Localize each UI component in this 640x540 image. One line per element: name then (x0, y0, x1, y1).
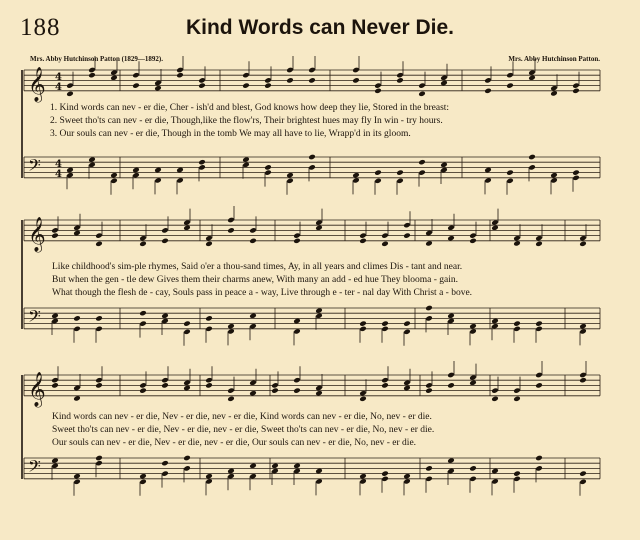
notehead (579, 470, 587, 476)
notehead (161, 382, 169, 388)
notehead (271, 387, 279, 393)
notehead (484, 88, 492, 94)
notehead (51, 382, 59, 388)
system3-verse1: Kind words can nev - er die, Nev - er die, nev - er die, Kind words can nev - er die, No, nev - er die. (52, 412, 432, 422)
notehead (286, 77, 294, 83)
notehead (352, 77, 360, 83)
bass-clef-icon: 𝄢 (28, 455, 41, 480)
treble-clef-icon: 𝄞 (28, 66, 46, 102)
system2-verse1: Like childhood's sim-ple rhymes, Said o'er a thou-sand times, Ay, in all years and climes Dis - tant and near. (52, 262, 463, 272)
notehead (198, 82, 206, 88)
notehead (535, 455, 543, 461)
notehead (359, 396, 367, 402)
notehead (264, 164, 272, 170)
notehead (308, 77, 316, 83)
notehead (572, 88, 580, 94)
notehead (381, 382, 389, 388)
notehead (132, 82, 140, 88)
staff-3 (24, 217, 600, 253)
notehead (579, 377, 587, 383)
notehead (403, 232, 411, 238)
time-signature: 4 (55, 169, 62, 180)
bass-clef-icon: 𝄢 (28, 154, 41, 179)
staff-5 (24, 372, 600, 408)
notehead (205, 241, 213, 247)
notehead (205, 382, 213, 388)
notehead (95, 455, 103, 461)
notehead (139, 387, 147, 393)
notehead (242, 82, 250, 88)
staff-4 (24, 306, 600, 330)
system3-verse3: Our souls can nev - er die, Nev - er die, nev - er die, Our souls can nev - er die, No, nev - er die. (52, 438, 417, 448)
notehead (381, 241, 389, 247)
notehead (535, 320, 543, 326)
notehead (249, 238, 257, 244)
notehead (528, 154, 536, 160)
notehead (161, 238, 169, 244)
notehead (293, 387, 301, 393)
notehead (513, 396, 521, 402)
time-signature: 4 (55, 159, 62, 170)
system1-verse2: 2. Sweet tho'ts can nev - er die, Though,like the flow'rs, Their brightest hues may fly In win - try hours. (50, 116, 443, 126)
notehead (396, 169, 404, 175)
hymn-title: Kind Words can Never Die. (185, 16, 455, 39)
notehead (73, 315, 81, 321)
system1-verse3: 3. Our souls can nev - er die, Though in the tomb We may all have to lie, Wrapp'd in its gloom. (50, 129, 411, 139)
notehead (359, 320, 367, 326)
notehead (418, 159, 426, 165)
notehead (198, 159, 206, 165)
notehead (66, 91, 74, 97)
notehead (95, 241, 103, 247)
treble-clef-icon: 𝄞 (28, 371, 46, 407)
notehead (403, 320, 411, 326)
notehead (469, 465, 477, 471)
staff-6 (24, 456, 600, 480)
notehead (139, 310, 147, 316)
notehead (183, 455, 191, 461)
notehead (359, 238, 367, 244)
notehead (205, 315, 213, 321)
notehead (95, 315, 103, 321)
notehead (374, 88, 382, 94)
notehead (161, 460, 169, 466)
notehead (535, 382, 543, 388)
notehead (381, 320, 389, 326)
notehead (469, 238, 477, 244)
notehead (491, 396, 499, 402)
notehead (513, 470, 521, 476)
notehead (176, 72, 184, 78)
notehead (374, 169, 382, 175)
notehead (535, 241, 543, 247)
system1-verse1: 1. Kind words can nev - er die, Cher - ish'd and blest, God knows how deep they lie, Stored in the breast: (50, 103, 450, 113)
system2-verse3: What though the flesh de - cay, Souls pass in peace a - way, Live through e - ter - nal day With Christ a - bove. (52, 288, 473, 298)
notehead (506, 169, 514, 175)
notehead (308, 154, 316, 160)
notehead (139, 241, 147, 247)
music-credit: Mrs. Abby Hutchinson Patton. (508, 55, 600, 63)
time-signature: 4 (55, 72, 62, 83)
hymn-number: 188 (20, 14, 61, 41)
notehead (227, 396, 235, 402)
notehead (51, 232, 59, 238)
notehead (264, 82, 272, 88)
notehead (293, 238, 301, 244)
notehead (447, 382, 455, 388)
notehead (183, 320, 191, 326)
notehead (506, 82, 514, 88)
notehead (88, 72, 96, 78)
notehead (95, 382, 103, 388)
time-signature: 4 (55, 82, 62, 93)
notehead (418, 91, 426, 97)
notehead (425, 387, 433, 393)
system2-verse2: But when the gen - tle dew Gives them their charms anew, With many an add - ed hue They blooma - gain. (52, 275, 458, 285)
bass-clef-icon: 𝄢 (28, 305, 41, 330)
notehead (579, 241, 587, 247)
treble-clef-icon: 𝄞 (28, 216, 46, 252)
notehead (381, 470, 389, 476)
notehead (425, 305, 433, 311)
notehead (425, 465, 433, 471)
words-credit: Mrs. Abby Hutchinson Patton (1829—1892). (30, 55, 164, 63)
notehead (572, 169, 580, 175)
notehead (396, 77, 404, 83)
notehead (227, 227, 235, 233)
system3-verse2: Sweet tho'ts can nev - er die, Nev - er die, nev - er die, Sweet tho'ts can nev - er die, No, nev - er die. (52, 425, 435, 435)
notehead (513, 320, 521, 326)
